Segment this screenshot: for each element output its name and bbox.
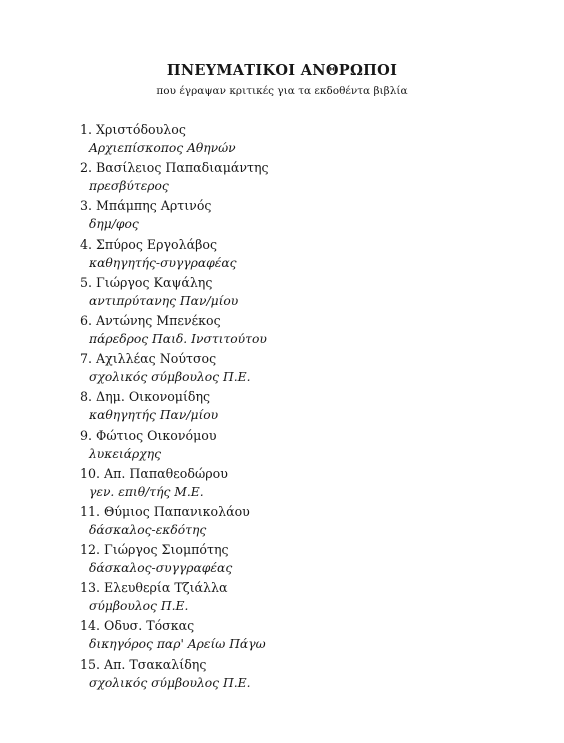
list-item bbox=[80, 350, 269, 388]
person-role: αντιπρύτανης Παν/μίου bbox=[89, 293, 239, 308]
list-item bbox=[80, 312, 269, 350]
person-name: 5. Γιώργος Καψάλης bbox=[80, 274, 213, 290]
list-item bbox=[80, 617, 269, 655]
list-item bbox=[80, 503, 269, 541]
person-name: 13. Ελευθερία Τζιάλλα bbox=[80, 580, 228, 596]
person-name: 3. Μπάμπης Αρτινός bbox=[80, 198, 212, 214]
person-role: καθηγητής-συγγραφέας bbox=[89, 255, 237, 270]
person-role: σχολικός σύμβουλος Π.Ε. bbox=[89, 370, 251, 385]
person-role: πρεσβύτερος bbox=[89, 179, 169, 194]
person-role: λυκειάρχης bbox=[89, 446, 161, 461]
list-item bbox=[80, 579, 269, 617]
list-item bbox=[80, 121, 269, 159]
person-role: δάσκαλος-συγγραφέας bbox=[89, 561, 233, 576]
person-name: 2. Βασίλειος Παπαδιαμάντης bbox=[80, 160, 269, 176]
person-name: 8. Δημ. Οικονομίδης bbox=[80, 389, 211, 405]
list-item bbox=[80, 427, 269, 465]
person-name: 12. Γιώργος Σιομπότης bbox=[80, 542, 229, 558]
list-item bbox=[80, 465, 269, 503]
person-name: 1. Χριστόδουλος bbox=[80, 122, 186, 137]
person-role: γεν. επιθ/τής Μ.Ε. bbox=[89, 484, 204, 499]
person-role: δικηγόρος παρ' Αρείω Πάγω bbox=[89, 637, 266, 652]
person-name: 7. Αχιλλέας Νούτσος bbox=[80, 351, 217, 367]
person-role: σύμβουλος Π.Ε. bbox=[89, 599, 189, 614]
person-name: 11. Θύμιος Παπανικολάου bbox=[80, 503, 250, 519]
person-role: Αρχιεπίσκοπος Αθηνών bbox=[89, 141, 236, 155]
person-name: 4. Σπύρος Εργολάβος bbox=[80, 236, 218, 252]
contributors-list bbox=[80, 121, 269, 694]
list-item bbox=[80, 197, 269, 235]
list-item bbox=[80, 159, 269, 197]
list-item bbox=[80, 388, 269, 426]
person-role: δημ/φος bbox=[89, 217, 139, 232]
person-role: πάρεδρος Παιδ. Ινστιτούτου bbox=[89, 331, 267, 346]
person-name: 14. Οδυσ. Τόσκας bbox=[80, 618, 195, 634]
list-item bbox=[80, 541, 269, 579]
person-role: σχολικός σύμβουλος Π.Ε. bbox=[89, 675, 251, 690]
document-title: ΠΝΕΥΜΑΤΙΚΟΙ ΑΝΘΡΩΠΟΙ bbox=[166, 62, 398, 79]
person-role: δάσκαλος-εκδότης bbox=[89, 522, 207, 537]
document-subtitle: που έγραψαν κριτικές για τα εκδοθέντα βιβλία bbox=[156, 85, 408, 97]
person-name: 15. Απ. Τσακαλίδης bbox=[80, 656, 207, 672]
list-item bbox=[80, 274, 269, 312]
person-role: καθηγητής Παν/μίου bbox=[89, 408, 219, 423]
list-item bbox=[80, 236, 269, 274]
person-name: 10. Απ. Παπαθεοδώρου bbox=[80, 465, 228, 481]
person-name: 9. Φώτιος Οικονόμου bbox=[80, 427, 217, 443]
list-item bbox=[80, 656, 269, 694]
person-name: 6. Αντώνης Μπενέκος bbox=[80, 312, 221, 328]
